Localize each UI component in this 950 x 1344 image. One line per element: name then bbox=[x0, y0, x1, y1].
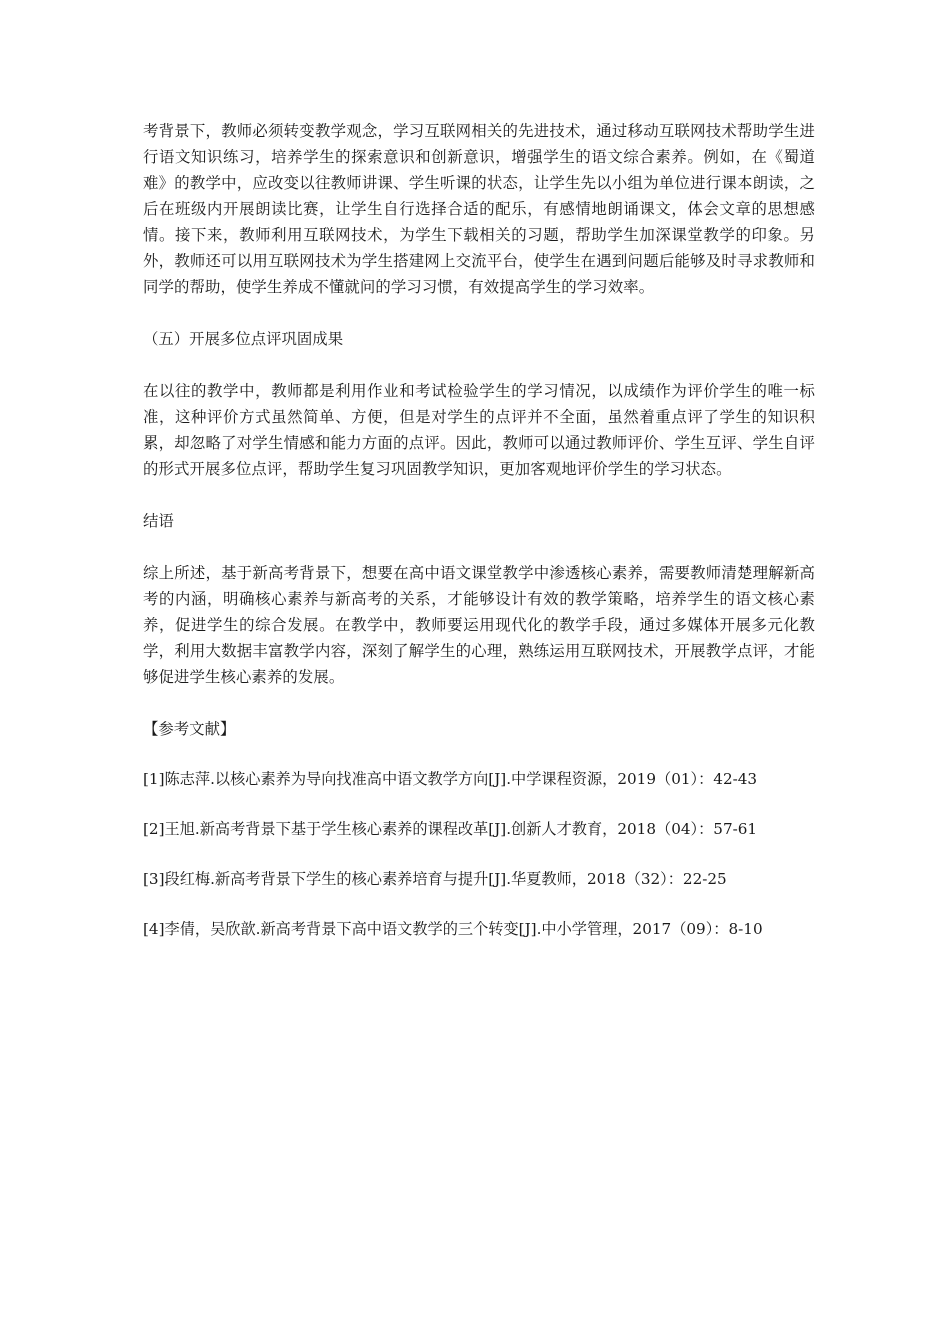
body-paragraph-2: 在以往的教学中，教师都是利用作业和考试检验学生的学习情况，以成绩作为评价学生的唯一标准，这种评价方式虽然简单、方便，但是对学生的点评并不全面，虽然着重点评了学生的知识积累，却忽略了对学生情感和能力方面的点评。因此，教师可以通过教师评价、学生互评、学生自评的形式开展多位点评，帮助学生复习巩固教学知识，更加客观地评价学生的学习状态。 bbox=[143, 382, 815, 478]
body-paragraph-3: 综上所述，基于新高考背景下，想要在高中语文课堂教学中渗透核心素养，需要教师清楚理解新高考的内涵，明确核心素养与新高考的关系，才能够设计有效的教学策略，培养学生的语文核心素养，促进学生的综合发展。在教学中，教师要运用现代化的教学手段，通过多媒体开展多元化教学，利用大数据丰富教学内容，深刻了解学生的心理，熟练运用互联网技术，开展教学点评，才能够促进学生核心素养的发展。 bbox=[143, 564, 815, 686]
section-heading-5: （五）开展多位点评巩固成果 bbox=[143, 330, 344, 348]
body-paragraph-1: 考背景下，教师必须转变教学观念，学习互联网相关的先进技术，通过移动互联网技术帮助学生进行语文知识练习，培养学生的探索意识和创新意识，增强学生的语文综合素养。例如，在《蜀道难》的教学中，应改变以往教师讲课、学生听课的状态，让学生先以小组为单位进行课本朗读，之后在班级内开展朗读比赛，让学生自行选择合适的配乐，有感情地朗诵课文，体会文章的思想感情。接下来，教师利用互联网技术，为学生下载相关的习题，帮助学生加深课堂教学的印象。另外，教师还可以用互联网技术为学生搭建网上交流平台，使学生在遇到问题后能够及时寻求教师和同学的帮助，使学生养成不懂就问的学习习惯，有效提高学生的学习效率。 bbox=[143, 122, 815, 296]
reference-item-2: [2]王旭.新高考背景下基于学生核心素养的课程改革[J].创新人才教育，2018（04）：57-61 bbox=[143, 820, 758, 838]
paragraph-spacer bbox=[143, 300, 815, 326]
paragraph-spacer bbox=[143, 690, 815, 716]
paragraph-spacer bbox=[143, 892, 815, 916]
paragraph-spacer bbox=[143, 742, 815, 766]
paragraph-spacer bbox=[143, 792, 815, 816]
document-page bbox=[143, 118, 815, 942]
references-heading: 【参考文献】 bbox=[143, 720, 236, 738]
reference-item-4: [4]李倩，吴欣歆.新高考背景下高中语文教学的三个转变[J].中小学管理，2017（09）：8-10 bbox=[143, 920, 763, 938]
paragraph-spacer bbox=[143, 842, 815, 866]
paragraph-spacer bbox=[143, 482, 815, 508]
reference-item-1: [1]陈志萍.以核心素养为导向找准高中语文教学方向[J].中学课程资源，2019（01）：42-43 bbox=[143, 770, 758, 788]
conclusion-heading: 结语 bbox=[143, 512, 174, 530]
reference-item-3: [3]段红梅.新高考背景下学生的核心素养培育与提升[J].华夏教师，2018（32）：22-25 bbox=[143, 870, 727, 888]
paragraph-spacer bbox=[143, 534, 815, 560]
paragraph-spacer bbox=[143, 352, 815, 378]
